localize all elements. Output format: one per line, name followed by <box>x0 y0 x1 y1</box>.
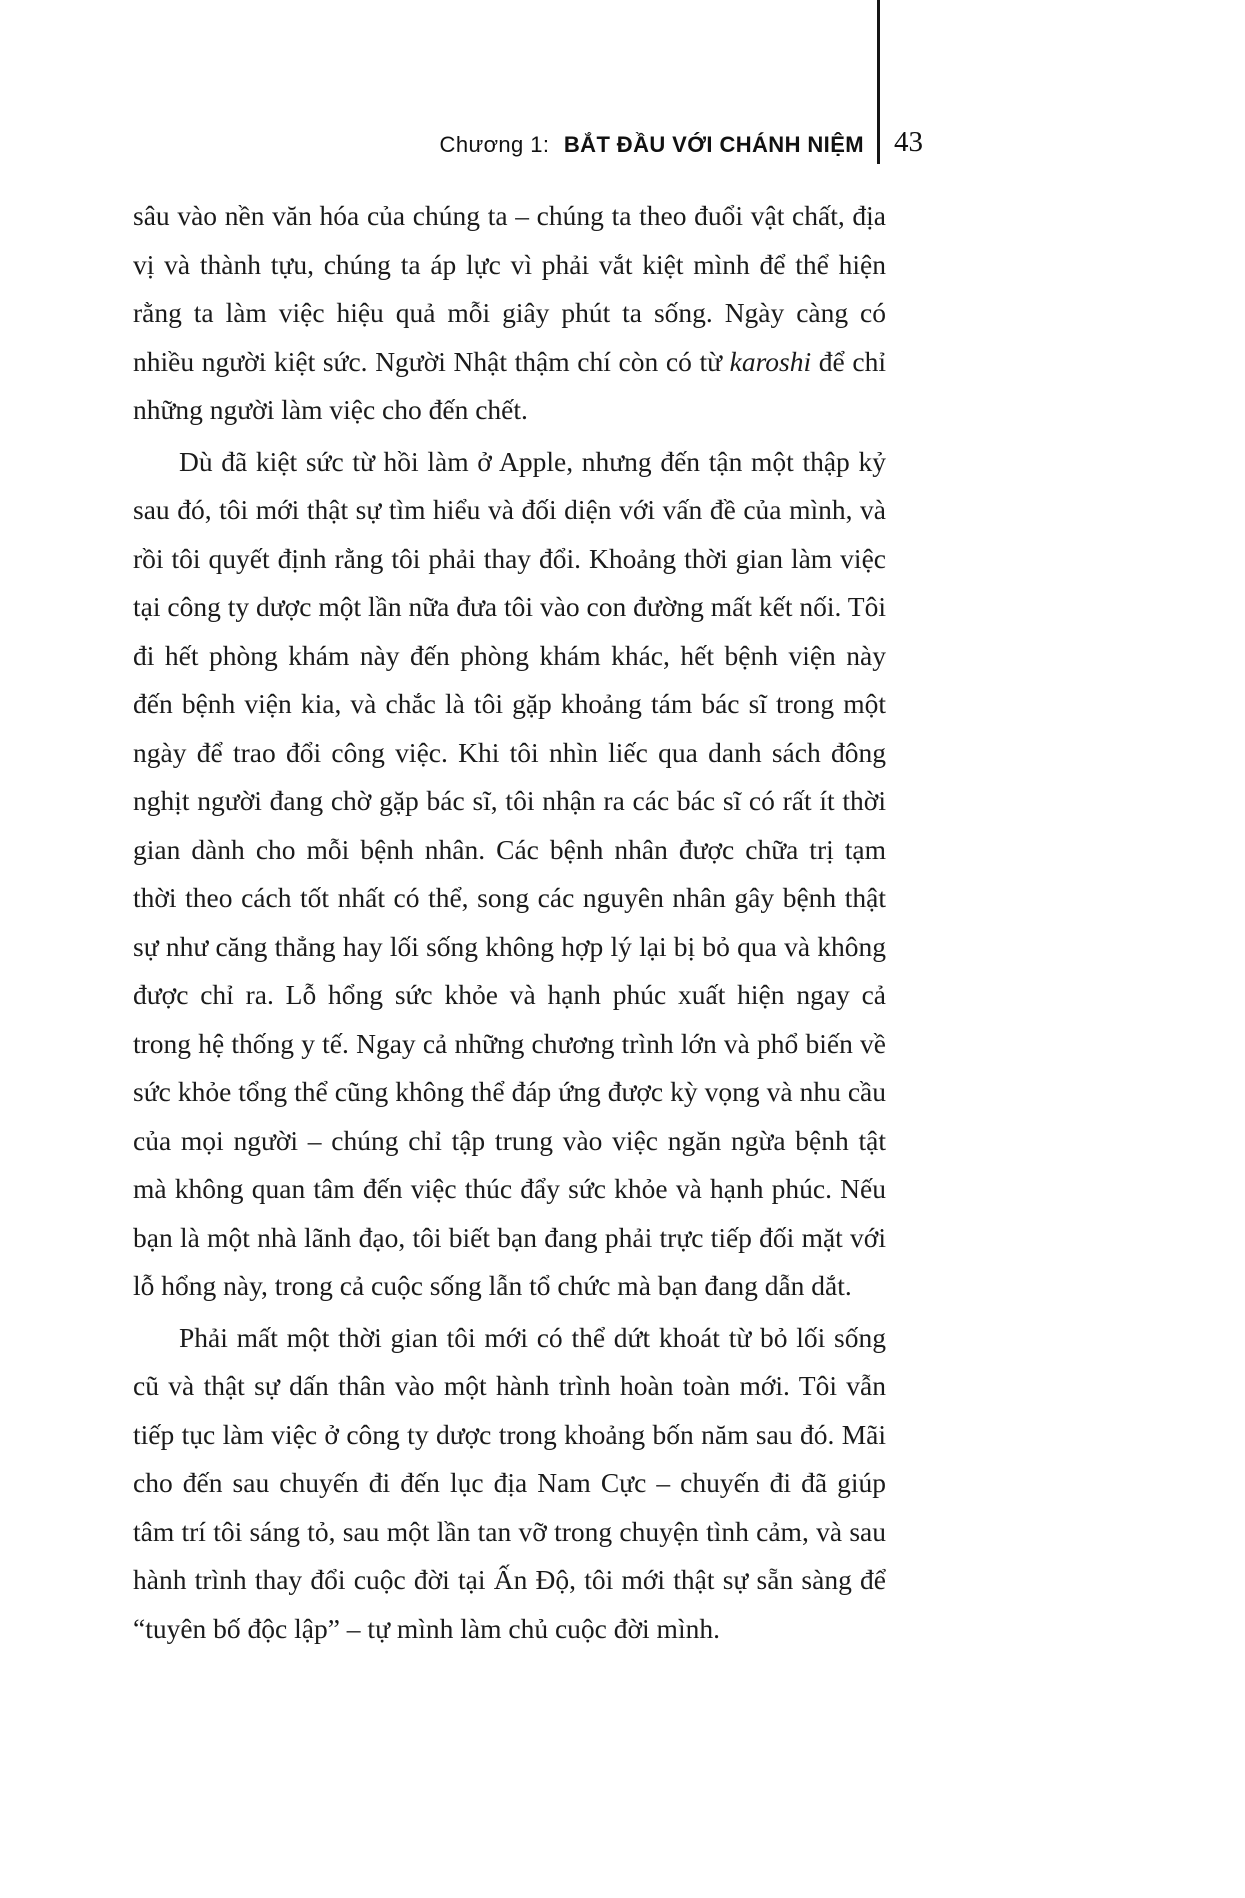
paragraph-1-text-after: để chỉ những người làm việc cho đến chết. <box>133 345 886 425</box>
page-body <box>133 192 886 1653</box>
paragraph-1-italic-term: karoshi <box>729 345 812 377</box>
chapter-label: Chương 1: <box>439 132 550 157</box>
page-number: 43 <box>894 126 923 158</box>
page-header <box>0 132 864 158</box>
paragraph-2: Dù đã kiệt sức từ hồi làm ở Apple, nhưng đến tận một thập kỷ sau đó, tôi mới thật sự tìm hiểu và đối diện với vấn đề của mình, và rồi tôi quyết định rằng tôi phải thay đổi. Khoảng thời gian làm việc tại công ty dược một lần nữa đưa tôi vào con đường mất kết nối. Tôi đi hết phòng khám này đến phòng khám khác, hết bệnh viện này đến bệnh viện kia, và chắc là tôi gặp khoảng tám bác sĩ trong một ngày để trao đổi công việc. Khi tôi nhìn liếc qua danh sách đông nghịt người đang chờ gặp bác sĩ, tôi nhận ra các bác sĩ có rất ít thời gian dành cho mỗi bệnh nhân. Các bệnh nhân được chữa trị tạm thời theo cách tốt nhất có thể, song các nguyên nhân gây bệnh thật sự như căng thẳng hay lối sống không hợp lý lại bị bỏ qua và không được chỉ ra. Lỗ hổng sức khỏe và hạnh phúc xuất hiện ngay cả trong hệ thống y tế. Ngay cả những chương trình lớn và phổ biến về sức khỏe tổng thể cũng không thể đáp ứng được kỳ vọng và nhu cầu của mọi người – chúng chỉ tập trung vào việc ngăn ngừa bệnh tật mà không quan tâm đến việc thúc đẩy sức khỏe và hạnh phúc. Nếu bạn là một nhà lãnh đạo, tôi biết bạn đang phải trực tiếp đối mặt với lỗ hổng này, trong cả cuộc sống lẫn tổ chức mà bạn đang dẫn dắt. <box>133 445 886 1301</box>
chapter-title: BẮT ĐẦU VỚI CHÁNH NIỆM <box>563 132 864 157</box>
header-divider-rule <box>877 0 880 164</box>
paragraph-3: Phải mất một thời gian tôi mới có thể dứt khoát từ bỏ lối sống cũ và thật sự dấn thân vào một hành trình hoàn toàn mới. Tôi vẫn tiếp tục làm việc ở công ty dược trong khoảng bốn năm sau đó. Mãi cho đến sau chuyến đi đến lục địa Nam Cực – chuyến đi đã giúp tâm trí tôi sáng tỏ, sau một lần tan vỡ trong chuyện tình cảm, và sau hành trình thay đổi cuộc đời tại Ấn Độ, tôi mới thật sự sẵn sàng để “tuyên bố độc lập” – tự mình làm chủ cuộc đời mình. <box>133 1321 886 1644</box>
paragraph-1-text-before: sâu vào nền văn hóa của chúng ta – chúng ta theo đuổi vật chất, địa vị và thành tựu, chúng ta áp lực vì phải vắt kiệt mình để thể hiện rằng ta làm việc hiệu quả mỗi giây phút ta sống. Ngày càng có nhiều người kiệt sức. Người Nhật thậm chí còn có từ <box>133 200 886 377</box>
paragraph-1 <box>133 192 886 435</box>
